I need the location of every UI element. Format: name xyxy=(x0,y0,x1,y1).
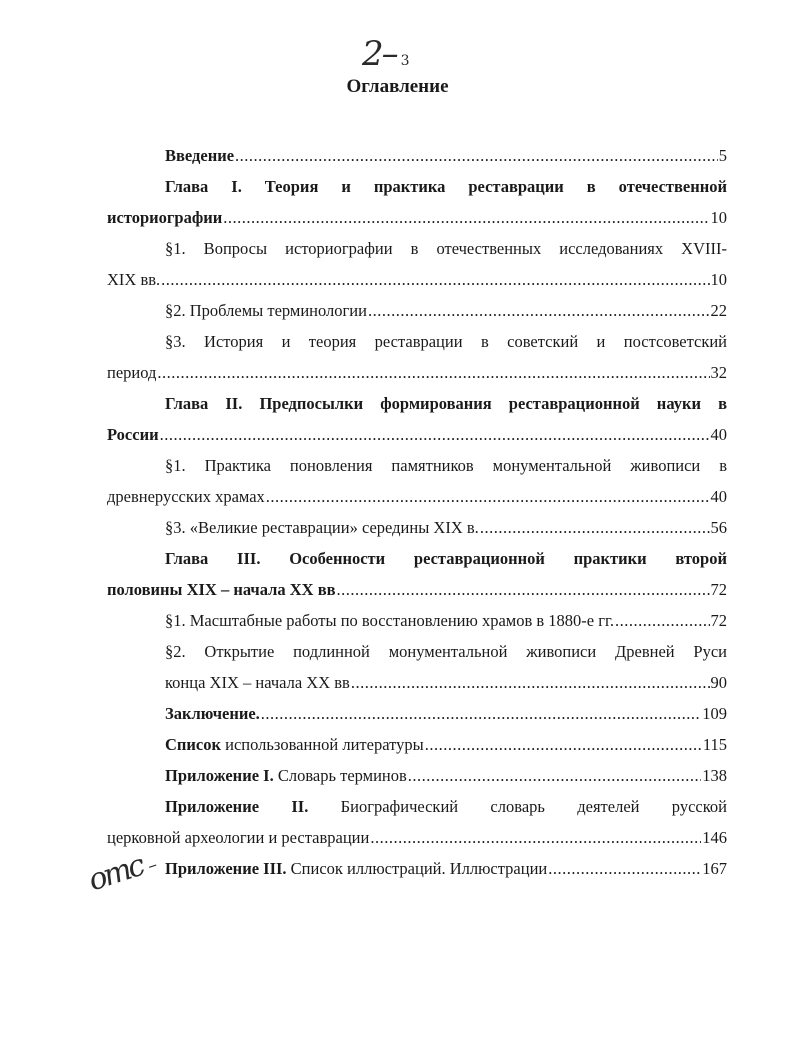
toc-entry-label: §1. Вопросы историографии в отечественных исследованиях XVIII- xyxy=(165,239,727,258)
toc-entry-section-2-3 xyxy=(107,512,727,543)
toc-page-number: 72 xyxy=(710,611,727,630)
toc-entry-label: Введение xyxy=(165,146,235,165)
toc-entry-label: Глава I. Теория и практика реставрации в отечественной xyxy=(165,177,727,196)
toc-entry-label: историографии xyxy=(107,208,223,227)
toc-entry-conclusion xyxy=(107,698,727,729)
toc-entry-label-text: использованной литературы xyxy=(221,735,424,754)
toc-entry-label-text: Словарь терминов xyxy=(273,766,407,785)
toc-entry-appendix-2-cont xyxy=(107,822,727,853)
toc-entry-chapter-2-cont xyxy=(107,419,727,450)
toc-entry-chapter-1 xyxy=(107,171,727,202)
toc-entry-section-1-1 xyxy=(107,233,727,264)
toc-entry-label xyxy=(165,853,547,884)
toc-entry-label: §1. Практика поновления памятников монументальной живописи в xyxy=(165,456,727,475)
toc-entry-section-3-2 xyxy=(107,636,727,667)
toc-entry-label: Глава III. Особенности реставрационной практики второй xyxy=(165,549,727,568)
toc-entry-section-3-2-cont xyxy=(107,667,727,698)
toc-entry-label: §3. «Великие реставрации» середины XIX в. xyxy=(165,518,479,537)
handwritten-mark: 2– xyxy=(362,34,397,74)
toc-entry-label: §3. История и теория реставрации в советский и постсоветский xyxy=(165,332,727,351)
page-number: 3 xyxy=(400,53,408,69)
toc-entry-label xyxy=(165,760,407,791)
toc-page-number: 10 xyxy=(710,270,727,289)
toc-page-number: 10 xyxy=(710,208,727,227)
toc-entry-appendix-2 xyxy=(107,791,727,822)
toc-entry-section-1-3 xyxy=(107,326,727,357)
toc-page-number: 32 xyxy=(710,363,727,382)
toc-entry-chapter-1-cont xyxy=(107,202,727,233)
toc-page-number: 138 xyxy=(702,766,727,785)
toc-page-number: 90 xyxy=(710,673,727,692)
toc-entry-section-1-1-cont xyxy=(107,264,727,295)
toc-entry-appendix-1 xyxy=(107,760,727,791)
table-of-contents xyxy=(107,140,727,884)
toc-entry-label: конца XIX – начала XX вв xyxy=(165,673,350,692)
toc-entry-label: Глава II. Предпосылки формирования реставрационной науки в xyxy=(165,394,727,413)
toc-entry-label: XIX вв. xyxy=(107,270,161,289)
toc-page-number: 146 xyxy=(702,828,727,847)
toc-page-number: 40 xyxy=(710,425,727,444)
toc-entry-intro xyxy=(107,140,727,171)
margin-note-text: отс xyxy=(84,848,147,899)
margin-note-dash: – xyxy=(144,855,158,877)
toc-entry-label xyxy=(165,729,424,760)
page-title: Оглавление xyxy=(346,76,449,97)
toc-entry-bibliography xyxy=(107,729,727,760)
toc-entry-section-1-2 xyxy=(107,295,727,326)
toc-page-number: 167 xyxy=(702,859,727,878)
toc-entry-label: период xyxy=(107,363,157,382)
toc-entry-label-text: Список иллюстраций. Иллюстрации xyxy=(286,859,548,878)
toc-entry-label-bold: Приложение II. xyxy=(165,797,309,816)
toc-entry-label: половины XIX – начала XX вв xyxy=(107,580,336,599)
toc-entry-section-1-3-cont xyxy=(107,357,727,388)
toc-entry-chapter-3-cont xyxy=(107,574,727,605)
toc-entry-chapter-3 xyxy=(107,543,727,574)
toc-entry-label: древнерусских храмах xyxy=(107,487,265,506)
toc-entry-label: §1. Масштабные работы по восстановлению храмов в 1880-е гг. xyxy=(165,611,615,630)
toc-entry-label-bold: Приложение III. xyxy=(165,859,287,878)
toc-entry-label: §2. Проблемы терминологии xyxy=(165,301,367,320)
toc-page-number: 40 xyxy=(710,487,727,506)
toc-page-number: 115 xyxy=(702,735,727,754)
toc-entry-section-2-1-cont xyxy=(107,481,727,512)
toc-page-number: 56 xyxy=(710,518,727,537)
toc-entry-label: §2. Открытие подлинной монументальной живописи Древней Руси xyxy=(165,642,727,661)
toc-page-number: 72 xyxy=(710,580,727,599)
handwritten-page-number xyxy=(362,34,408,74)
toc-entry-label-text: Биографический словарь деятелей русской xyxy=(340,797,727,816)
toc-page-number: 22 xyxy=(710,301,727,320)
toc-entry-label: Заключение. xyxy=(165,704,260,723)
toc-entry-appendix-3 xyxy=(107,853,727,884)
toc-page-number: 5 xyxy=(718,146,727,165)
toc-entry-label-bold: Список xyxy=(165,735,222,754)
toc-page-number: 109 xyxy=(702,704,727,723)
toc-entry-label: церковной археологии и реставрации xyxy=(107,828,370,847)
toc-entry-label: России xyxy=(107,425,159,444)
toc-entry-label-bold: Приложение I. xyxy=(165,766,274,785)
toc-entry-section-3-1 xyxy=(107,605,727,636)
toc-entry-section-2-1 xyxy=(107,450,727,481)
toc-entry-chapter-2 xyxy=(107,388,727,419)
